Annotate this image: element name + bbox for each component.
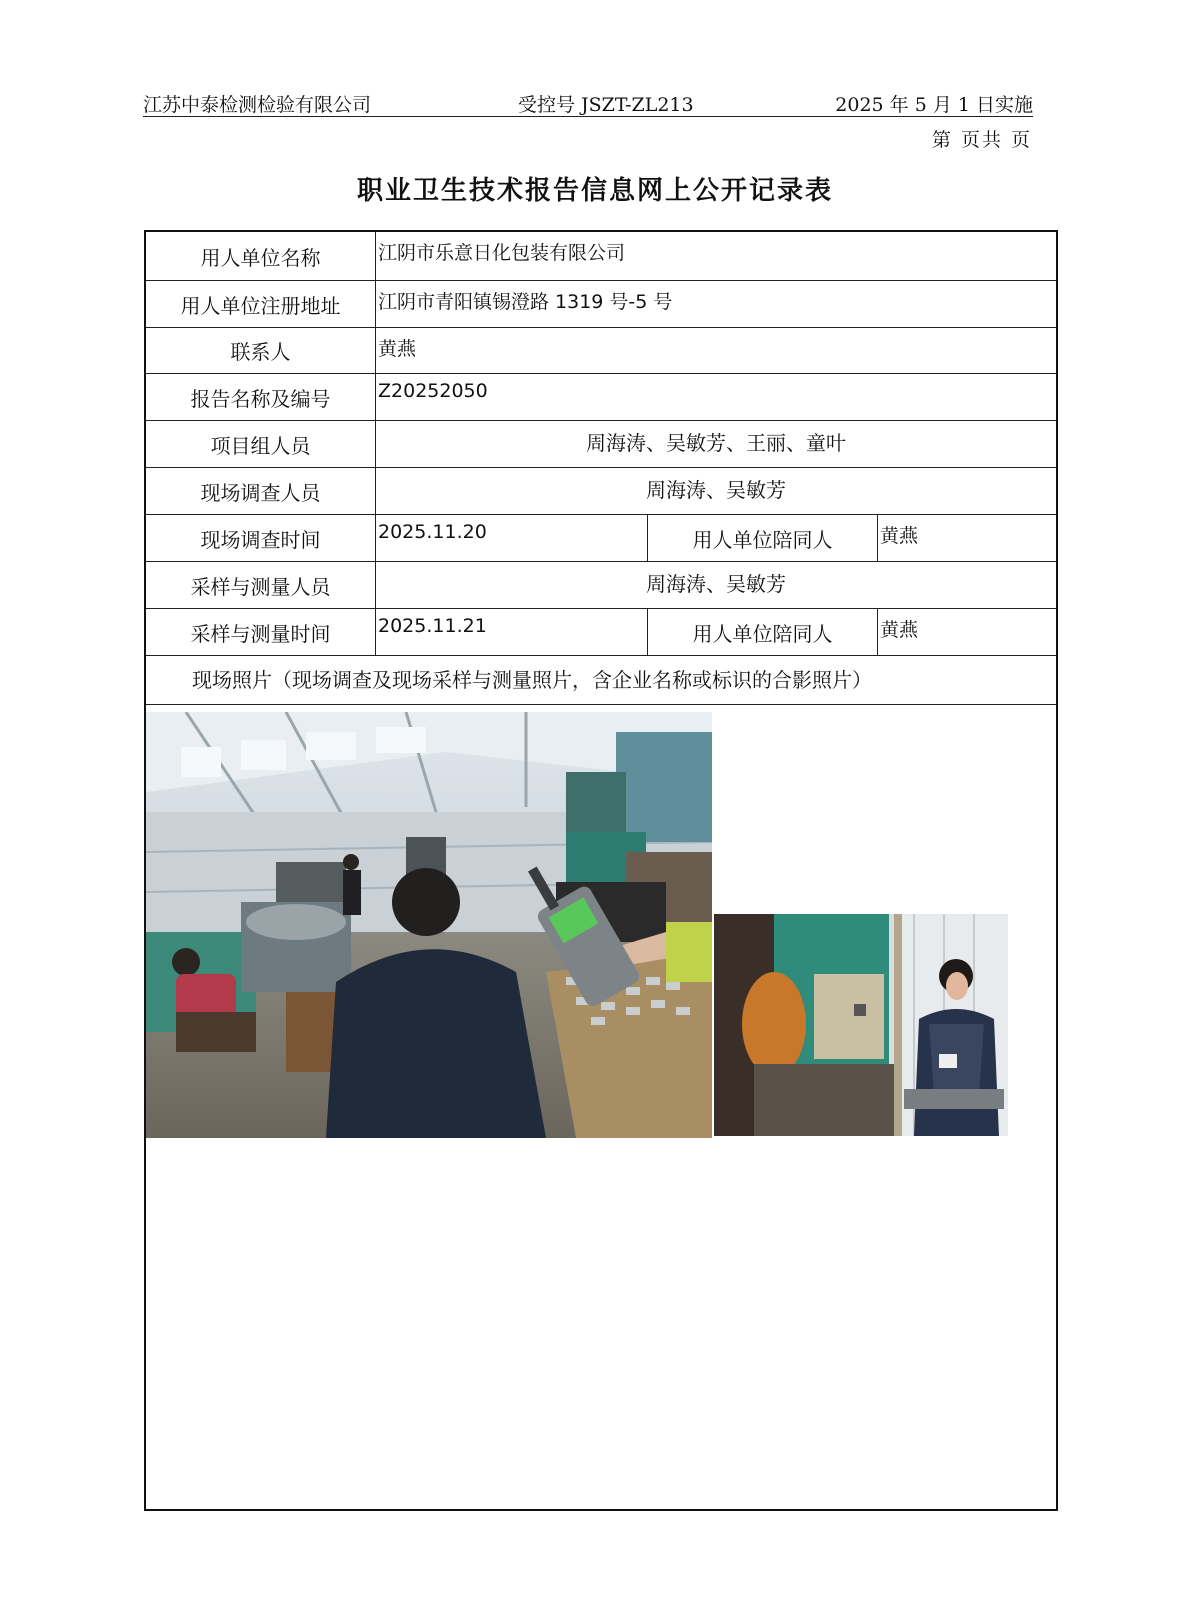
document-title: 职业卫生技术报告信息网上公开记录表 — [356, 176, 833, 206]
record-form-table — [144, 230, 1058, 1511]
label-employer-name: 用人单位名称 — [146, 232, 376, 280]
row-team — [146, 421, 1056, 468]
row-survey-staff — [146, 468, 1056, 515]
value-sampling-escort: 黄燕 — [880, 619, 919, 641]
value-address: 江阴市青阳镇锡澄路 1319 号-5 号 — [378, 291, 673, 313]
label-sampling-escort: 用人单位陪同人 — [648, 609, 878, 655]
value-contact: 黄燕 — [378, 338, 417, 360]
row-contact — [146, 328, 1056, 374]
factory-floor-sound-meter-photo — [146, 712, 712, 1138]
label-team: 项目组人员 — [146, 421, 376, 467]
row-report — [146, 374, 1056, 421]
site-photo-1 — [146, 712, 712, 1138]
row-sampling-time — [146, 609, 1056, 656]
label-sampling-staff: 采样与测量人员 — [146, 562, 376, 608]
header-control-number: 受控号 JSZT-ZL213 — [518, 94, 694, 116]
value-report: Z20252050 — [378, 380, 488, 402]
site-photo-2 — [714, 914, 1008, 1136]
value-sampling-staff: 周海涛、吴敏芳 — [646, 572, 786, 596]
value-survey-time: 2025.11.20 — [376, 515, 648, 561]
row-sampling-staff — [146, 562, 1056, 609]
header-company: 江苏中泰检测检验有限公司 — [143, 94, 372, 116]
value-survey-escort: 黄燕 — [880, 525, 919, 547]
value-team: 周海涛、吴敏芳、王丽、童叶 — [586, 431, 846, 455]
label-address: 用人单位注册地址 — [146, 281, 376, 327]
value-employer-name: 江阴市乐意日化包装有限公司 — [378, 242, 626, 264]
worker-at-machine-photo — [714, 914, 1008, 1136]
header-effective-date: 2025 年 5 月 1 日实施 — [835, 94, 1033, 116]
page-count: 第 页共 页 — [931, 129, 1032, 151]
photo-caption: 现场照片（现场调查及现场采样与测量照片，含企业名称或标识的合影照片） — [192, 668, 872, 692]
label-contact: 联系人 — [146, 328, 376, 373]
value-survey-staff: 周海涛、吴敏芳 — [646, 478, 786, 502]
row-photo-caption — [146, 656, 1056, 705]
row-survey-time — [146, 515, 1056, 562]
label-report: 报告名称及编号 — [146, 374, 376, 420]
row-employer-name — [146, 232, 1056, 281]
label-survey-staff: 现场调查人员 — [146, 468, 376, 514]
value-sampling-time: 2025.11.21 — [376, 609, 648, 655]
label-survey-escort: 用人单位陪同人 — [648, 515, 878, 561]
row-address — [146, 281, 1056, 328]
label-survey-time: 现场调查时间 — [146, 515, 376, 561]
header-rule — [143, 116, 1033, 117]
label-sampling-time: 采样与测量时间 — [146, 609, 376, 655]
